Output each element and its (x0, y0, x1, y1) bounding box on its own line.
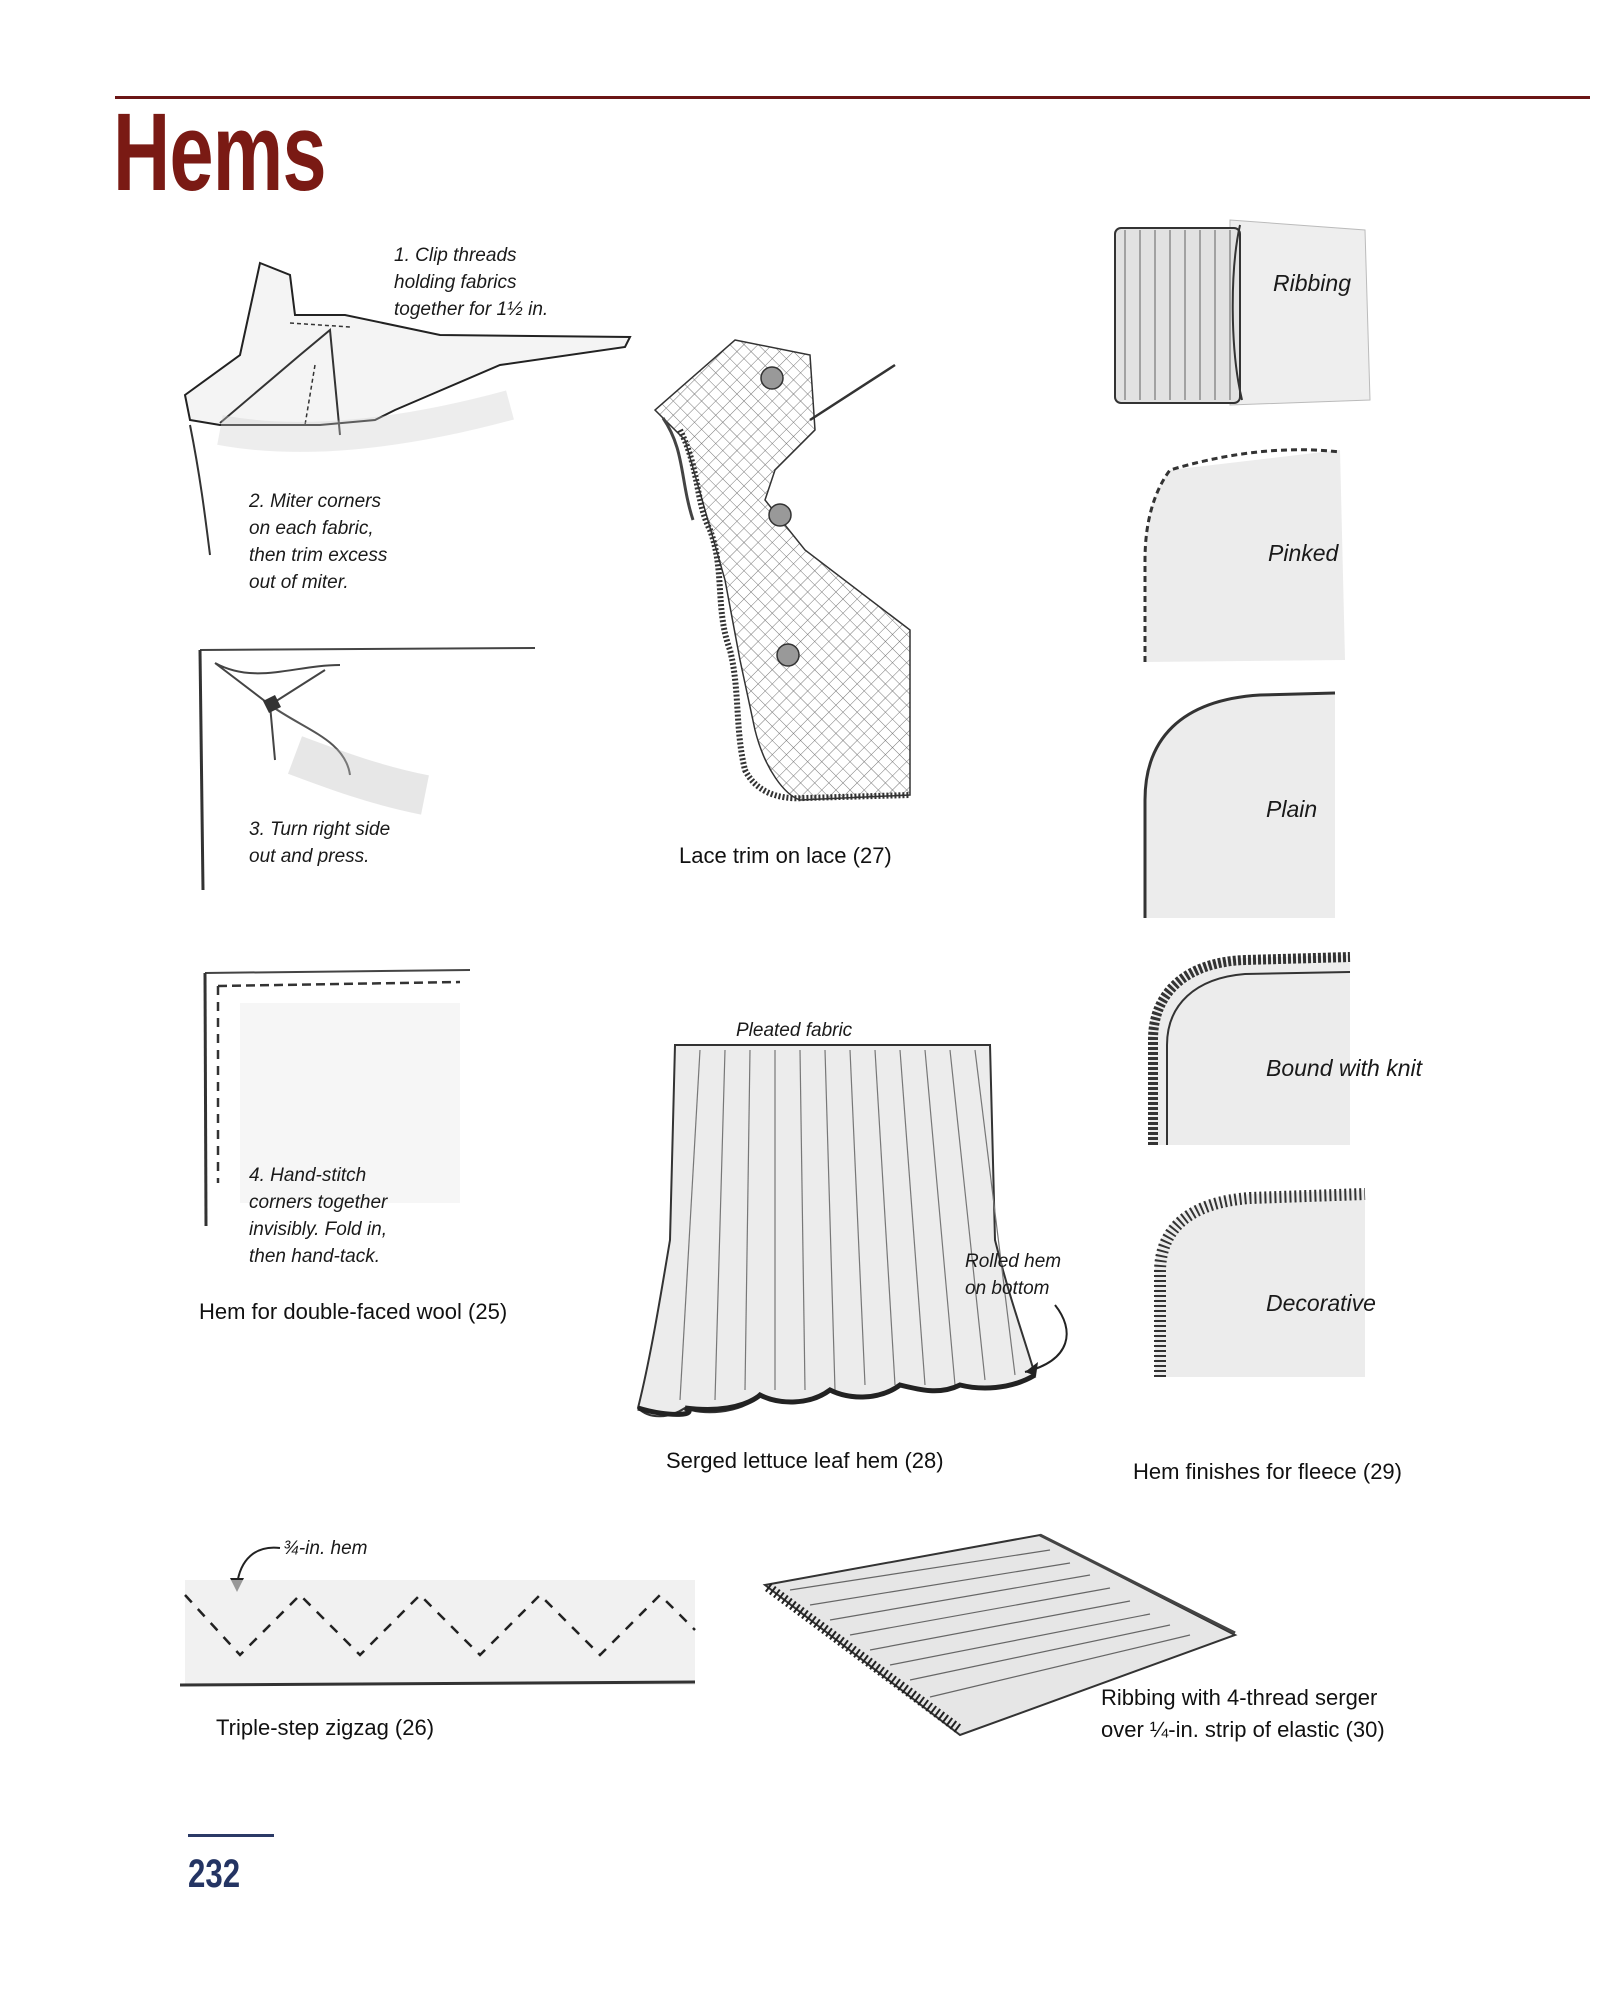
finish-pinked: Pinked (1268, 540, 1339, 566)
bound-with-knit-swatch (1145, 950, 1355, 1150)
page-title: Hems (113, 91, 326, 214)
rolled-hem-arrow (1010, 1300, 1090, 1380)
zigzag-hem-label: ¾-in. hem (283, 1538, 368, 1559)
top-rule-tip (1568, 96, 1590, 99)
ribbing-serger-caption: Ribbing with 4-thread serger over ¼-in. strip of elastic (30) (1101, 1685, 1385, 1742)
ribbing-swatch (1110, 210, 1380, 410)
wool-step-3: 3. Turn right side out and press. (249, 819, 391, 867)
lettuce-hem-caption: Serged lettuce leaf hem (28) (666, 1448, 944, 1473)
wool-step-4: 4. Hand-stitch corners together invisibly. Fold in, then hand-tack. (249, 1165, 388, 1267)
pleated-fabric-label: Pleated fabric (736, 1020, 853, 1041)
finish-plain: Plain (1266, 796, 1318, 822)
finish-decorative: Decorative (1266, 1290, 1376, 1316)
lace-trim-illustration (645, 330, 920, 810)
wool-hem-caption: Hem for double-faced wool (25) (199, 1299, 508, 1324)
fleece-finishes-caption: Hem finishes for fleece (29) (1133, 1459, 1402, 1484)
top-rule (115, 96, 1575, 99)
finish-ribbing: Ribbing (1273, 270, 1351, 296)
finish-bound-with-knit: Bound with knit (1266, 1055, 1422, 1081)
lace-trim-caption: Lace trim on lace (27) (679, 843, 892, 868)
page-number: 232 (188, 1852, 241, 1896)
pleated-fabric-illustration (630, 1040, 1050, 1430)
zigzag-stitch-illustration (180, 1580, 700, 1690)
wool-step-1: 1. Clip threads holding fabrics together for 1½ in. (394, 245, 549, 320)
wool-step-2: 2. Miter corners on each fabric, then trim excess out of miter. (249, 491, 388, 593)
rolled-hem-label: Rolled hem on bottom (965, 1251, 1062, 1299)
zigzag-caption: Triple-step zigzag (26) (216, 1715, 435, 1740)
bottom-rule (188, 1834, 274, 1837)
decorative-swatch (1150, 1182, 1370, 1382)
